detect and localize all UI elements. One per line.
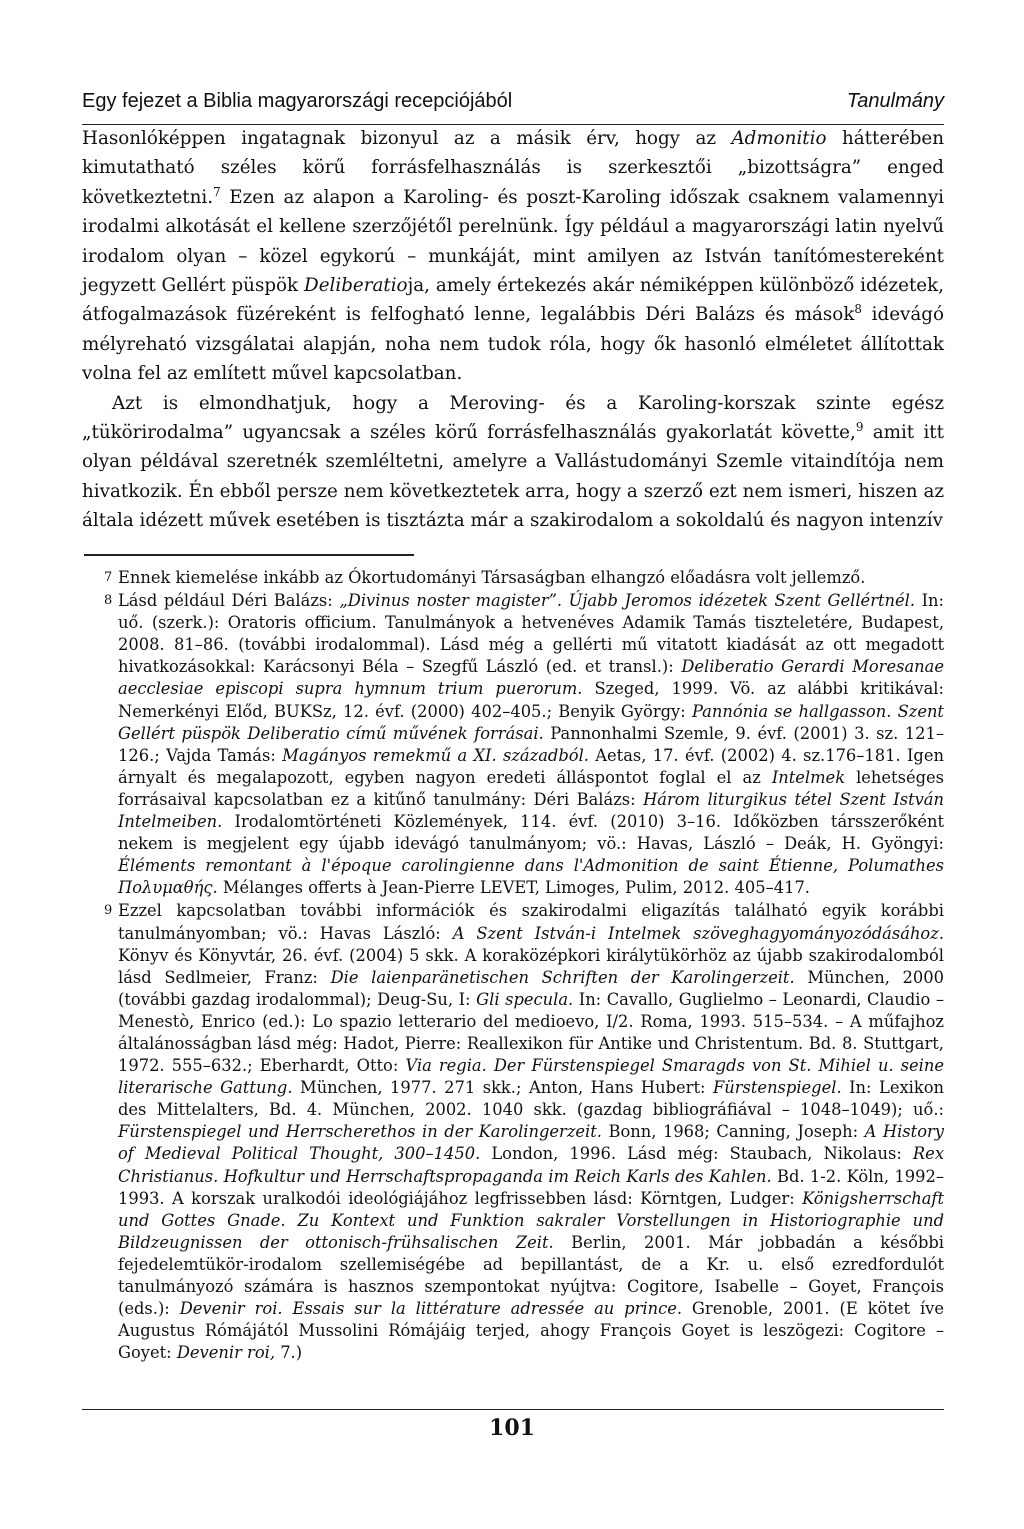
- main-text: [82, 124, 944, 536]
- paragraph: Hasonlóképpen ingatagnak bizonyul az a másik érv, hogy az Admonitio hátterében kimutatható széles körű forrásfelhasználás is szerkesztői „bizottságra” enged következtetni.$^7$ Ezen az alapon a Karoling- és poszt-Karoling időszak csaknem valamennyi irodalmi alkotását el kellene szerzőjétől perelnünk. Így például a magyarországi latin nyelvű irodalom olyan – közel egykorú – munkáját, mint amilyen az István tanítómestereként jegyzett Gellért püspök Deliberatioja, amely értekezés akár némiképpen különböző idézetek, átfogalmazások füzéreként is felfogható lenne, legalábbis Déri Balázs és mások$^8$ idevágó mélyreható vizsgálatai alapján, noha nem tudok róla, hogy ők hasonló elméletet állítottak volna fel az említett művel kapcsolatban.: [82, 128, 944, 385]
- footnote-ref[interactable]: 9: [855, 419, 864, 434]
- running-title: Egy fejezet a Biblia magyarországi recepciójából: [82, 90, 513, 112]
- footnote: 9 Ezzel kapcsolatban további információk és szakirodalmi eligazítás található egyik korábbi tanulmányomban; vö.: Havas László: A Szent István-i Intelmek szöveghagyományozódásához. Könyv és Könyvtár, 26. évf. (2004) 5 skk. A koraközépkori királytükörhöz az újabb szakirodalomból lásd Sedlmeier, Franz: Die laienparänetischen Schriften der Karolingerzeit. München, 2000 (további gazdag irodalommal); Deug-Su, I: Gli specula. In: Cavallo, Guglielmo – Leonardi, Claudio – Menestò, Enrico (ed.): Lo spazio letterario del medioevo, I/2. Roma, 1993. 515–534. – A műfajhoz általánosságban lásd még: Hadot, Pierre: Reallexikon für Antike und Christentum. Bd. 8. Stuttgart, 1972. 555–632.; Eberhardt, Otto: Via regia. Der Fürstenspiegel Smaragds von St. Mihiel u. seine literarische Gattung. München, 1977. 271 skk.; Anton, Hans Hubert: Fürstenspiegel. In: Lexikon des Mittelalters, Bd. 4. München, 2002. 1040 skk. (gazdag bibliográfiával – 1048–1049); uő.: Fürstenspiegel und Herrscherethos in der Karolingerzeit. Bonn, 1968; Canning, Joseph: A History of Medieval Political Thought, 300–1450. London, 1996. Lásd még: Staubach, Nikolaus: Rex Christianus. Hofkultur und Herrschaftspropaganda im Reich Karls des Kahlen. Bd. 1-2. Köln, 1992–1993. A korszak uralkodói ideológiájához legfrissebben lásd: Körntgen, Ludger: Königsherrschaft und Gottes Gnade. Zu Kontext und Funktion sakraler Vorstellungen in Historiographie und Bildzeugnissen der ottonisch-frühsalischen Zeit. Berlin, 2001. Már jobbadán a későbbi fejedelemtükör-irodalom szellemiségébe ad bepillantást, de a Kr. u. első ezredfordulót tanulmányozó számára is hasznos szempontokat nyújtva: Cogitore, Isabelle – Goyet, François (eds.): Devenir roi. Essais sur la littérature adressée au prince. Grenoble, 2001. (E kötet íve Augustus Rómájától Mussolini Rómájáig terjed, ahogy François Goyet is leszögezi: Cogitore – Goyet: Devenir roi, 7.): [104, 901, 945, 1363]
- footnote-ref[interactable]: 8: [854, 302, 862, 317]
- footnote-number: 7: [104, 570, 113, 585]
- footnote-number: 8: [104, 593, 113, 609]
- footnote-number: 9: [104, 903, 113, 919]
- running-header: [82, 84, 944, 125]
- page-number: 101: [489, 1415, 535, 1441]
- section-label: Tanulmány: [846, 90, 944, 112]
- footnote: 8 Lásd például Déri Balázs: „Divinus noster magister”. Újabb Jeromos idézetek Szent Gellértnél. In: uő. (szerk.): Oratoris officium. Tanulmányok a hetvenéves Adamik Tamás tiszteletére, Budapest, 2008. 81–86. (további irodalommal). Lásd még a gellérti mű vitatott kiadását az ott megadott hivatkozásokkal: Karácsonyi Béla – Szegfű László (ed. et transl.): Deliberatio Gerardi Moresanae aecclesiae episcopi supra hymnum trium puerorum. Szeged, 1999. Vö. az alábbi kritikával: Nemerkényi Előd, BUKSz, 12. évf. (2000) 402–405.; Benyik György: Pannónia se hallgasson. Szent Gellért püspök Deliberatio című művének forrásai. Pannonhalmi Szemle, 9. évf. (2001) 3. sz. 121–126.; Vajda Tamás: Magányos remekmű a XI. századból. Aetas, 17. évf. (2002) 4. sz.176–181. Igen árnyalt és megalapozott, egyben nagyon eredeti álláspontot foglal el az Intelmek lehetséges forrásaival kapcsolatban ez a kitűnő tanulmány: Déri Balázs: Három liturgikus tétel Szent István Intelmeiben. Irodalomtörténeti Közlemények, 114. évf. (2010) 3–16. Időközben társszerőként nekem is megjelent egy újabb idevágó tanulmányom; vö.: Havas, László – Deák, H. Gyöngyi: Éléments remontant à l'époque carolingienne dans l'Admonition de saint Étienne, Polumathes Πολυμαθής. Mélanges offerts à Jean-Pierre LEVET, Limoges, Pulim, 2012. 405–417.: [104, 591, 945, 898]
- paragraph: Azt is elmondhatjuk, hogy a Meroving- és a Karoling-korszak szinte egész „tükörirodalma” ugyancsak a széles körű forrásfelhasználás gyakorlatát követte,$^9$ amit itt olyan példával szeretnék szemléltetni, amelyre a Vallástudományi Szemle vitaindítója nem hivatkozik. Én ebből persze nem következtetek arra, hogy a szerző ezt nem ismeri, hiszen az általa idézett művek esetében is tisztázta már a szakirodalom a sokoldalú és nagyon intenzív: [82, 392, 944, 532]
- footnotes: [82, 567, 944, 1365]
- footer-rule: [82, 1409, 944, 1410]
- footnote-separator: [84, 554, 414, 556]
- footnote: 7 Ennek kiemelése inkább az Ókortudományi Társaságban elhangzó előadásra volt jellemző.: [82, 567, 944, 589]
- footnote-ref[interactable]: 7: [213, 184, 221, 199]
